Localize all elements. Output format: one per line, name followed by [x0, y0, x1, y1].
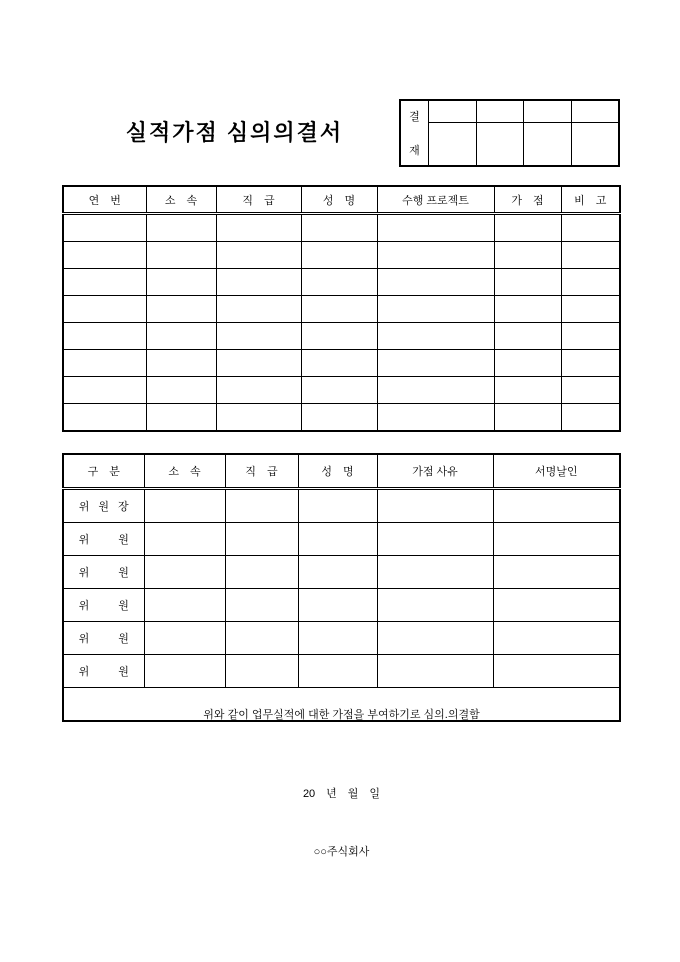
empty-cell — [146, 242, 216, 269]
empty-cell — [377, 622, 493, 655]
performance-row — [63, 323, 620, 350]
approval-name-cell — [429, 101, 477, 122]
empty-cell — [561, 404, 620, 432]
empty-cell — [377, 523, 493, 556]
empty-cell — [225, 655, 298, 688]
empty-cell — [298, 622, 377, 655]
performance-row — [63, 404, 620, 432]
empty-cell — [301, 242, 377, 269]
empty-cell — [63, 350, 146, 377]
empty-cell — [377, 214, 494, 242]
empty-cell — [494, 296, 561, 323]
empty-cell — [377, 404, 494, 432]
empty-cell — [146, 350, 216, 377]
empty-cell — [301, 269, 377, 296]
empty-cell — [146, 214, 216, 242]
committee-row-member — [63, 556, 620, 589]
closing-row — [63, 688, 620, 722]
approval-label-column — [401, 101, 429, 165]
committee-row-member — [63, 589, 620, 622]
empty-cell — [494, 377, 561, 404]
empty-cell — [146, 296, 216, 323]
empty-cell — [561, 323, 620, 350]
page-title: 실적가점 심의의결서 — [125, 120, 344, 145]
empty-cell — [561, 269, 620, 296]
empty-cell — [298, 655, 377, 688]
approval-name-cell — [572, 101, 619, 122]
committee-row-member — [63, 523, 620, 556]
empty-cell — [216, 214, 301, 242]
approval-signature-row — [429, 123, 618, 165]
member-role-cell: 위원장 — [63, 489, 144, 523]
empty-cell — [146, 404, 216, 432]
empty-cell — [494, 323, 561, 350]
empty-cell — [301, 350, 377, 377]
empty-cell — [494, 350, 561, 377]
empty-cell — [377, 242, 494, 269]
empty-cell — [216, 323, 301, 350]
empty-cell — [216, 350, 301, 377]
empty-cell — [301, 296, 377, 323]
empty-cell — [146, 269, 216, 296]
approval-name-cell — [477, 101, 525, 122]
member-role-cell: 위 원 — [63, 655, 144, 688]
performance-row — [63, 350, 620, 377]
empty-cell — [63, 269, 146, 296]
performance-row — [63, 214, 620, 242]
col-header-signature-seal: 서명날인 — [493, 454, 620, 489]
empty-cell — [493, 655, 620, 688]
empty-cell — [561, 296, 620, 323]
empty-cell — [493, 622, 620, 655]
empty-cell — [494, 214, 561, 242]
empty-cell — [63, 404, 146, 432]
empty-cell — [377, 556, 493, 589]
empty-cell — [377, 323, 494, 350]
empty-cell — [216, 269, 301, 296]
empty-cell — [494, 269, 561, 296]
col-header-project: 수행 프로젝트 — [377, 186, 494, 214]
empty-cell — [298, 523, 377, 556]
company-name: ○○주식회사 — [313, 846, 370, 858]
col-header-remarks: 비 고 — [561, 186, 620, 214]
empty-cell — [63, 214, 146, 242]
empty-cell — [225, 489, 298, 523]
performance-row — [63, 269, 620, 296]
col-header-category: 구 분 — [63, 454, 144, 489]
empty-cell — [63, 323, 146, 350]
approval-signature-grid — [429, 101, 618, 165]
empty-cell — [216, 242, 301, 269]
empty-cell — [377, 377, 494, 404]
empty-cell — [298, 489, 377, 523]
empty-cell — [301, 404, 377, 432]
committee-table — [62, 453, 621, 858]
empty-cell — [146, 323, 216, 350]
performance-row — [63, 242, 620, 269]
member-role-cell: 위 원 — [63, 622, 144, 655]
empty-cell — [494, 404, 561, 432]
empty-cell — [298, 556, 377, 589]
empty-cell — [225, 523, 298, 556]
approval-label-bottom: 재 — [409, 145, 420, 157]
member-role-cell: 위 원 — [63, 556, 144, 589]
empty-cell — [494, 242, 561, 269]
approval-signature-cell — [524, 123, 572, 165]
empty-cell — [493, 589, 620, 622]
empty-cell — [493, 489, 620, 523]
empty-cell — [216, 296, 301, 323]
col-header-name: 성 명 — [298, 454, 377, 489]
empty-cell — [216, 377, 301, 404]
empty-cell — [301, 214, 377, 242]
col-header-name: 성 명 — [301, 186, 377, 214]
empty-cell — [377, 350, 494, 377]
performance-row — [63, 296, 620, 323]
empty-cell — [225, 589, 298, 622]
empty-cell — [377, 589, 493, 622]
empty-cell — [144, 523, 225, 556]
date-line: 20 년 월 일 — [302, 788, 381, 800]
empty-cell — [144, 556, 225, 589]
empty-cell — [377, 269, 494, 296]
empty-cell — [144, 622, 225, 655]
empty-cell — [301, 323, 377, 350]
empty-cell — [146, 377, 216, 404]
empty-cell — [561, 350, 620, 377]
approval-name-cell — [524, 101, 572, 122]
col-header-affiliation: 소 속 — [144, 454, 225, 489]
committee-row-member — [63, 655, 620, 688]
empty-cell — [561, 377, 620, 404]
empty-cell — [144, 655, 225, 688]
col-header-affiliation: 소 속 — [146, 186, 216, 214]
empty-cell — [561, 214, 620, 242]
performance-row — [63, 377, 620, 404]
col-header-point-reason: 가점 사유 — [377, 454, 493, 489]
approval-signature-cell — [477, 123, 525, 165]
col-header-position: 직 급 — [216, 186, 301, 214]
col-header-position: 직 급 — [225, 454, 298, 489]
empty-cell — [225, 622, 298, 655]
committee-row-chairman — [63, 489, 620, 523]
empty-cell — [377, 655, 493, 688]
empty-cell — [63, 296, 146, 323]
empty-cell — [63, 242, 146, 269]
empty-cell — [225, 556, 298, 589]
empty-cell — [63, 377, 146, 404]
empty-cell — [561, 242, 620, 269]
col-header-points: 가 점 — [494, 186, 561, 214]
approval-signature-cell — [572, 123, 619, 165]
empty-cell — [377, 296, 494, 323]
empty-cell — [493, 523, 620, 556]
approval-name-row — [429, 101, 618, 123]
approval-stamp-box — [399, 99, 620, 167]
empty-cell — [144, 489, 225, 523]
empty-cell — [216, 404, 301, 432]
performance-table — [62, 185, 621, 432]
member-role-cell: 위 원 — [63, 523, 144, 556]
resolution-statement: 위와 같이 업무실적에 대한 가점을 부여하기로 심의.의결함 — [203, 709, 480, 721]
performance-header-row — [63, 186, 620, 214]
approval-signature-cell — [429, 123, 477, 165]
empty-cell — [377, 489, 493, 523]
approval-label-top: 결 — [409, 111, 420, 123]
col-header-serial-no: 연 번 — [63, 186, 146, 214]
closing-cell — [63, 688, 620, 858]
empty-cell — [298, 589, 377, 622]
committee-row-member — [63, 622, 620, 655]
member-role-cell: 위 원 — [63, 589, 144, 622]
empty-cell — [493, 556, 620, 589]
committee-header-row — [63, 454, 620, 489]
empty-cell — [301, 377, 377, 404]
empty-cell — [144, 589, 225, 622]
